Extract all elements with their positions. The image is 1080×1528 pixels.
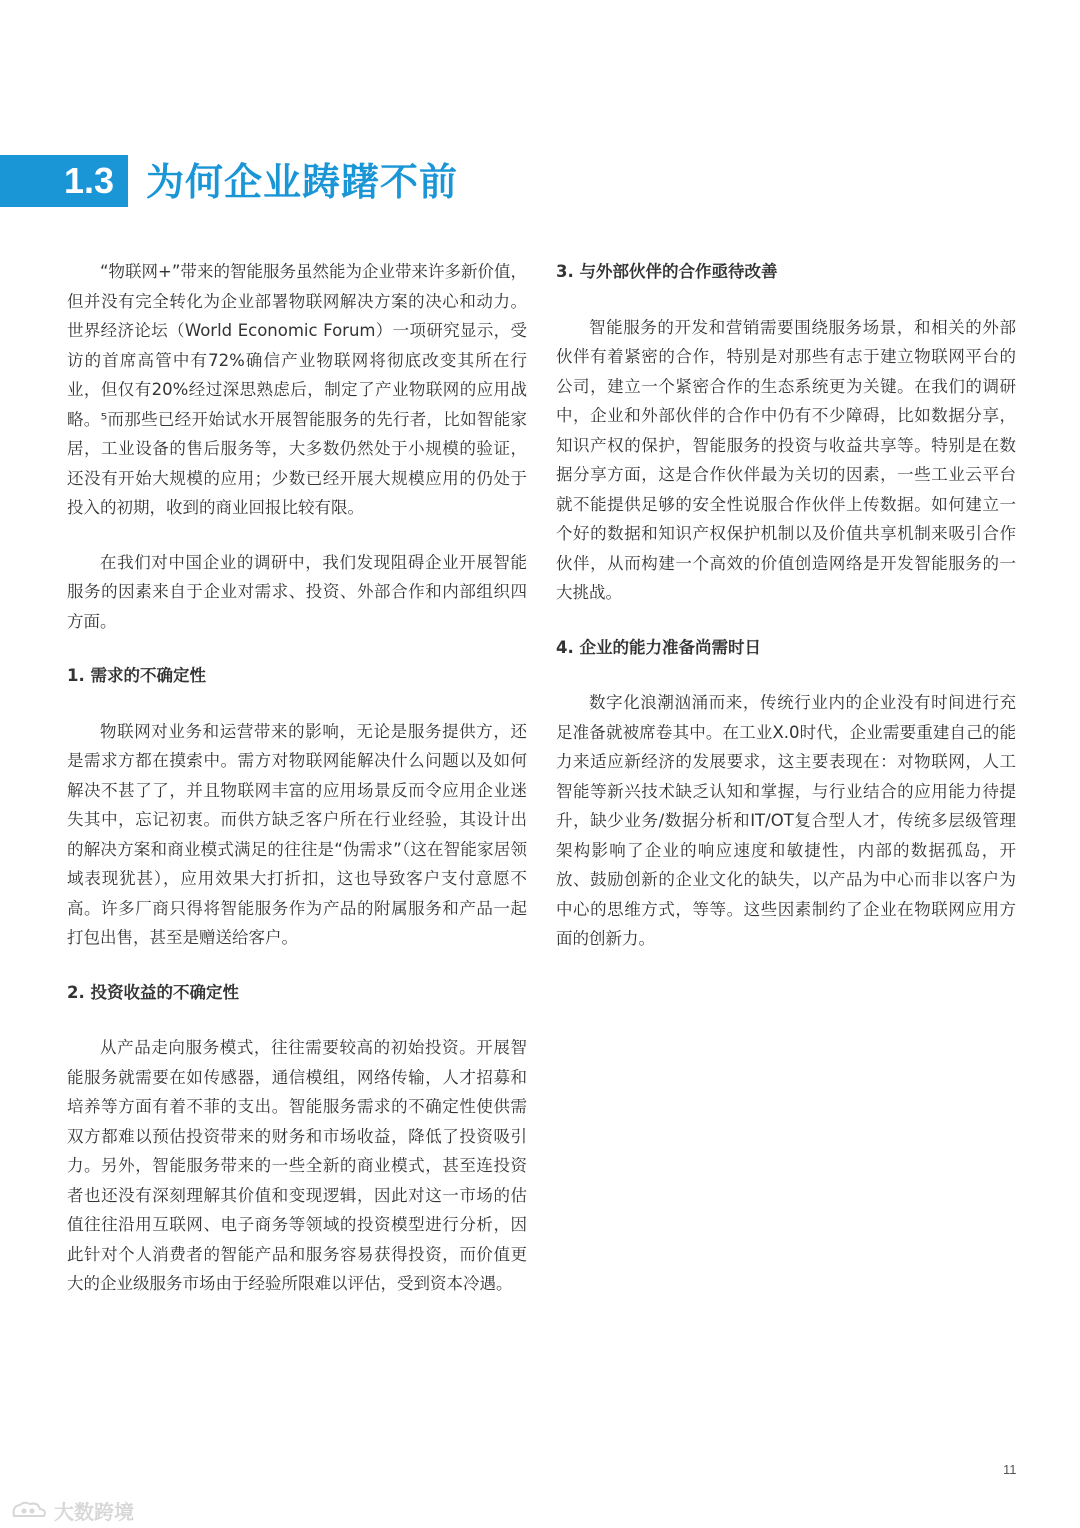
heading-investment-uncertainty: 2. 投资收益的不确定性 bbox=[67, 982, 239, 1002]
intro-paragraph: “物联网+”带来的智能服务虽然能为企业带来许多新价值，但并没有完全转化为企业部署物联网解决方案的决心和动力。世界经济论坛（World Economic Forum）一项研究显示，受访的首席高管中有72%确信产业物联网将彻底改变其所在行业，但仅有20%经过深思熟虑后，制定了产业物联网的应用战略。⁵而那些已经开始试水开展智能服务的先行者，比如智能家居，工业设备的售后服务等，大多数仍然处于小规模的验证，还没有开始大规模的应用；少数已经开展大规模应用的仍处于投入的初期，收到的商业回报比较有限。 bbox=[67, 262, 527, 517]
section-title: 为何企业踌躇不前 bbox=[146, 160, 459, 204]
page-number: 11 bbox=[1003, 1462, 1017, 1477]
left-column bbox=[67, 257, 527, 1324]
survey-paragraph: 在我们对中国企业的调研中，我们发现阻碍企业开展智能服务的因素来自于企业对需求、投资、外部合作和内部组织四方面。 bbox=[67, 552, 527, 631]
heading-capability-readiness: 4. 企业的能力准备尚需时日 bbox=[556, 637, 761, 657]
watermark-logo-icon bbox=[10, 1500, 50, 1522]
section-number: 1.3 bbox=[63, 160, 114, 201]
investment-paragraph: 从产品走向服务模式，往往需要较高的初始投资。开展智能服务就需要在如传感器，通信模组，网络传输，人才招募和培养等方面有着不菲的支出。智能服务需求的不确定性使供需双方都难以预估投资带来的财务和市场收益，降低了投资吸引力。另外，智能服务带来的一些全新的商业模式，甚至连投资者也还没有深刻理解其价值和变现逻辑，因此对这一市场的估值往往沿用互联网、电子商务等领域的投资模型进行分析，因此针对个人消费者的智能产品和服务容易获得投资，而价值更大的企业级服务市场由于经验所限难以评估，受到资本冷遇。 bbox=[67, 1038, 527, 1293]
heading-demand-uncertainty: 1. 需求的不确定性 bbox=[67, 666, 206, 685]
watermark-text: 大数跨境 bbox=[54, 1500, 134, 1524]
watermark bbox=[10, 1496, 134, 1525]
partner-paragraph: 智能服务的开发和营销需要围绕服务场景，和相关的外部伙伴有着紧密的合作，特别是对那些有志于建立物联网平台的公司，建立一个紧密合作的生态系统更为关键。在我们的调研中，企业和外部伙伴的合作中仍有不少障碍，比如数据分享，知识产权的保护，智能服务的投资与收益共享等。特别是在数据分享方面，这是合作伙伴最为关切的因素，一些工业云平台就不能提供足够的安全性说服合作伙伴上传数据。如何建立一个好的数据和知识产权保护机制以及价值共享机制来吸引合作伙伴，从而构建一个高效的价值创造网络是开发智能服务的一大挑战。 bbox=[556, 317, 1016, 602]
right-column bbox=[556, 257, 1016, 979]
capability-paragraph: 数字化浪潮汹涌而来，传统行业内的企业没有时间进行充足准备就被席卷其中。在工业X.0时代，企业需要重建自己的能力来适应新经济的发展要求，这主要表现在：对物联网，人工智能等新兴技术缺乏认知和掌握，与行业结合的应用能力待提升，缺少业务/数据分析和IT/OT复合型人才，传统多层级管理架构影响了企业的响应速度和敏捷性，内部的数据孤岛，开放、鼓励创新的企业文化的缺失，以产品为中心而非以客户为中心的思维方式，等等。这些因素制约了企业在物联网应用方面的创新力。 bbox=[556, 693, 1016, 948]
section-number-banner bbox=[0, 155, 128, 207]
demand-paragraph: 物联网对业务和运营带来的影响，无论是服务提供方，还是需求方都在摸索中。需方对物联网能解决什么问题以及如何解决不甚了了，并且物联网丰富的应用场景反而令应用企业迷失其中，忘记初衷。而供方缺乏客户所在行业经验，其设计出的解决方案和商业模式满足的往往是“伪需求”（这在智能家居领域表现犹甚），应用效果大打折扣，这也导致客户支付意愿不高。许多厂商只得将智能服务作为产品的附属服务和产品一起打包出售，甚至是赠送给客户。 bbox=[67, 721, 527, 947]
heading-partner-cooperation: 3. 与外部伙伴的合作亟待改善 bbox=[556, 262, 778, 281]
